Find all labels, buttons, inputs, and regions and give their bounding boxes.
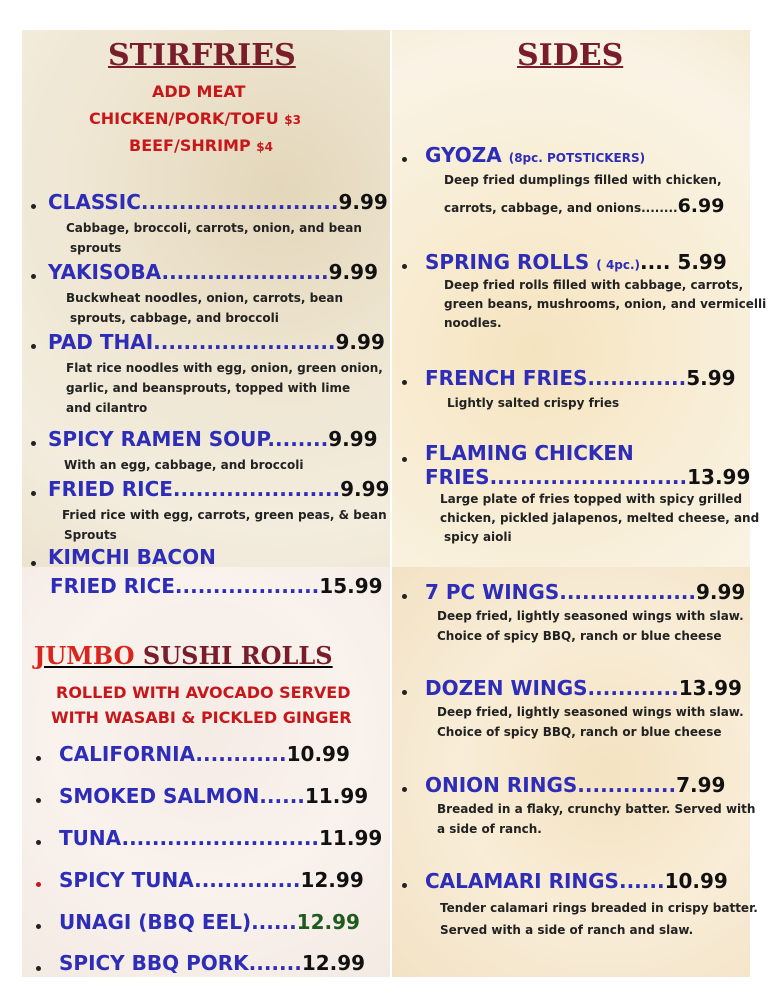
bullet [36, 798, 41, 803]
bullet [36, 756, 41, 761]
menu-item-7pc-wings: 7 PC WINGS..................9.99 [425, 580, 746, 604]
sushi-item-tuna: TUNA..........................11.99 [59, 826, 383, 850]
bullet [31, 441, 36, 446]
bullet [402, 157, 407, 162]
menu-item-kimchi-bacon: KIMCHI BACON [48, 545, 216, 569]
sides-title: SIDES [517, 38, 624, 73]
bullet [31, 561, 36, 566]
menu-item-classic: CLASSIC..........................9.99 [48, 190, 388, 214]
bullet [402, 380, 407, 385]
menu-item-flaming-chicken-fries-line2: FRIES..........................13.99 [425, 465, 751, 489]
item-description: Cabbage, broccoli, carrots, onion, and bean sprouts [66, 221, 362, 255]
item-description: Large plate of fries topped with spicy grilled chicken, pickled jalapenos, melted cheese, and spicy aioli [440, 492, 760, 544]
item-description: Deep fried dumplings filled with chicken, [444, 173, 722, 187]
item-description: Tender calamari rings breaded in crispy batter. Served with a side of ranch and slaw. [440, 901, 758, 937]
item-description: Deep fried, lightly seasoned wings with slaw. Choice of spicy BBQ, ranch or blue cheese [437, 705, 744, 739]
menu-item-yakisoba: YAKISOBA......................9.99 [48, 260, 378, 284]
menu-item-dozen-wings: DOZEN WINGS............13.99 [425, 676, 742, 700]
menu-item-pad-thai: PAD THAI........................9.99 [48, 330, 385, 354]
menu-item-french-fries: FRENCH FRIES.............5.99 [425, 366, 736, 390]
add-meat-label: ADD MEAT [152, 82, 246, 101]
menu-item-calamari-rings: CALAMARI RINGS......10.99 [425, 869, 728, 893]
item-description: Buckwheat noodles, onion, carrots, bean sprouts, cabbage, and broccoli [66, 291, 344, 325]
bullet [31, 491, 36, 496]
bullet [402, 594, 407, 599]
sushi-subtitle-2: WITH WASABI & PICKLED GINGER [51, 708, 352, 727]
item-description: Lightly salted crispy fries [447, 396, 620, 410]
meat-option-1: CHICKEN/PORK/TOFU $3 [89, 109, 301, 128]
meat-option-2: BEEF/SHRIMP $4 [129, 136, 273, 155]
sushi-item-spicy-tuna: SPICY TUNA..............12.99 [59, 868, 364, 892]
bullet [36, 966, 41, 971]
bullet [402, 264, 407, 269]
item-description: Breaded in a flaky, crunchy batter. Served with a side of ranch. [437, 802, 756, 836]
gyoza-desc-price: carrots, cabbage, and onions........6.99 [444, 195, 725, 217]
sushi-item-smoked-salmon: SMOKED SALMON......11.99 [59, 784, 369, 808]
bullet [31, 204, 36, 209]
item-description: Deep fried, lightly seasoned wings with slaw. Choice of spicy BBQ, ranch or blue cheese [437, 609, 744, 643]
bullet [31, 344, 36, 349]
bullet [402, 883, 407, 888]
stirfries-title: STIRFRIES [108, 38, 296, 73]
item-description: Fried rice with egg, carrots, green peas, & bean Sprouts [62, 508, 387, 542]
menu-item-spring-rolls: SPRING ROLLS ( 4pc.).... 5.99 [425, 250, 727, 274]
bullet [36, 840, 41, 845]
sushi-item-california: CALIFORNIA............10.99 [59, 742, 350, 766]
menu-item-onion-rings: ONION RINGS.............7.99 [425, 773, 726, 797]
menu-item-gyoza: GYOZA (8pc. POTSTICKERS) [425, 143, 646, 167]
bullet [36, 924, 41, 929]
sushi-subtitle-1: ROLLED WITH AVOCADO SERVED [56, 683, 351, 702]
bullet [36, 882, 41, 887]
item-description: With an egg, cabbage, and broccoli [64, 458, 304, 472]
menu-item-kimchi-bacon-line2: FRIED RICE...................15.99 [50, 574, 383, 598]
bullet [31, 274, 36, 279]
menu-item-fried-rice: FRIED RICE......................9.99 [48, 477, 390, 501]
sushi-item-spicy-bbq-pork: SPICY BBQ PORK.......12.99 [59, 951, 366, 975]
menu-item-spicy-ramen-soup: SPICY RAMEN SOUP........9.99 [48, 427, 378, 451]
item-description: Deep fried rolls filled with cabbage, carrots, green beans, mushrooms, onion, and vermicelli noodles. [444, 278, 767, 330]
bullet [402, 787, 407, 792]
sushi-item-unagi: UNAGI (BBQ EEL)......12.99 [59, 910, 360, 934]
bullet [402, 690, 407, 695]
bullet [402, 457, 407, 462]
item-description: Flat rice noodles with egg, onion, green onion, garlic, and beansprouts, topped with lime and cilantro [66, 361, 383, 415]
sushi-title: JUMBO SUSHI ROLLS [34, 641, 333, 670]
menu-item-flaming-chicken-fries: FLAMING CHICKEN [425, 441, 634, 465]
